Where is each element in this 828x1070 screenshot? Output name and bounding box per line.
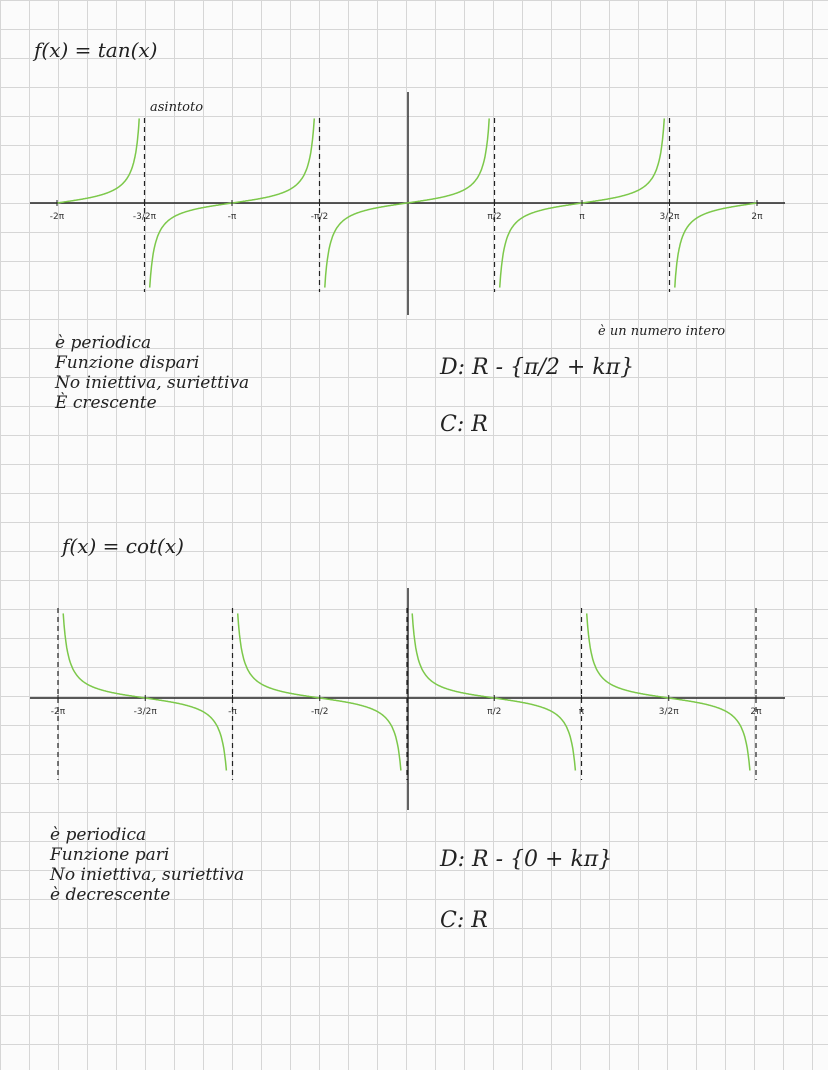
cot-tick-label-7: 2π [750,707,762,717]
cot-curve-branch-1 [238,613,401,770]
cot-tick-label-5: π [578,707,585,717]
cot-property-injectivity: No iniettiva, suriettiva [50,865,245,885]
cot-curve-branch-2 [412,613,575,770]
cot-tick-label-6: 3/2π [658,707,679,717]
tan-domain-note: è un numero intero [598,324,726,339]
cot-tick-label-1: -3/2π [133,707,157,717]
tan-tick-label-0: -2π [49,212,65,222]
cot-tick-label-0: -2π [50,707,66,717]
cot-property-monotonic: è decrescente [50,885,171,905]
tan-property-periodic: è periodica [55,333,152,353]
tan-tick-label-7: 2π [751,212,763,222]
cot-property-parity: Funzione pari [50,845,170,865]
tan-properties [55,333,249,413]
tan-chart [0,0,828,330]
cot-curve-branch-0 [63,613,226,770]
cot-tick-label-2: -π [228,707,237,717]
tan-tick-label-3: -π/2 [310,212,329,222]
cot-tick-label-3: -π/2 [311,707,329,717]
tan-asymptote-annotation: asintoto [150,100,204,115]
tan-tick-label-1: -3/2π [132,212,157,222]
tan-domain: D: R - {π/2 + kπ} [440,355,635,380]
cot-title: f(x) = cot(x) [62,534,184,558]
tan-curve-branch-4 [675,203,757,288]
cot-curve-branch-3 [587,613,750,770]
tan-property-injectivity: No iniettiva, suriettiva [55,373,250,393]
tan-tick-label-4: π/2 [487,212,502,222]
tan-property-monotonic: È crescente [55,393,157,413]
tan-codomain: C: R [440,412,488,437]
cot-property-periodic: è periodica [50,825,147,845]
tan-tick-label-5: π [579,212,585,222]
tan-tick-label-6: 3/2π [659,212,680,222]
tan-title: f(x) = tan(x) [34,38,158,62]
tan-tick-label-2: -π [227,212,237,222]
cot-chart [0,580,828,820]
cot-domain: D: R - {0 + kπ} [440,847,613,872]
tan-property-parity: Funzione dispari [55,353,200,373]
tan-curve-branch-0 [57,118,139,203]
cot-codomain: C: R [440,908,488,933]
cot-properties [50,825,244,905]
cot-tick-label-4: π/2 [487,707,502,717]
